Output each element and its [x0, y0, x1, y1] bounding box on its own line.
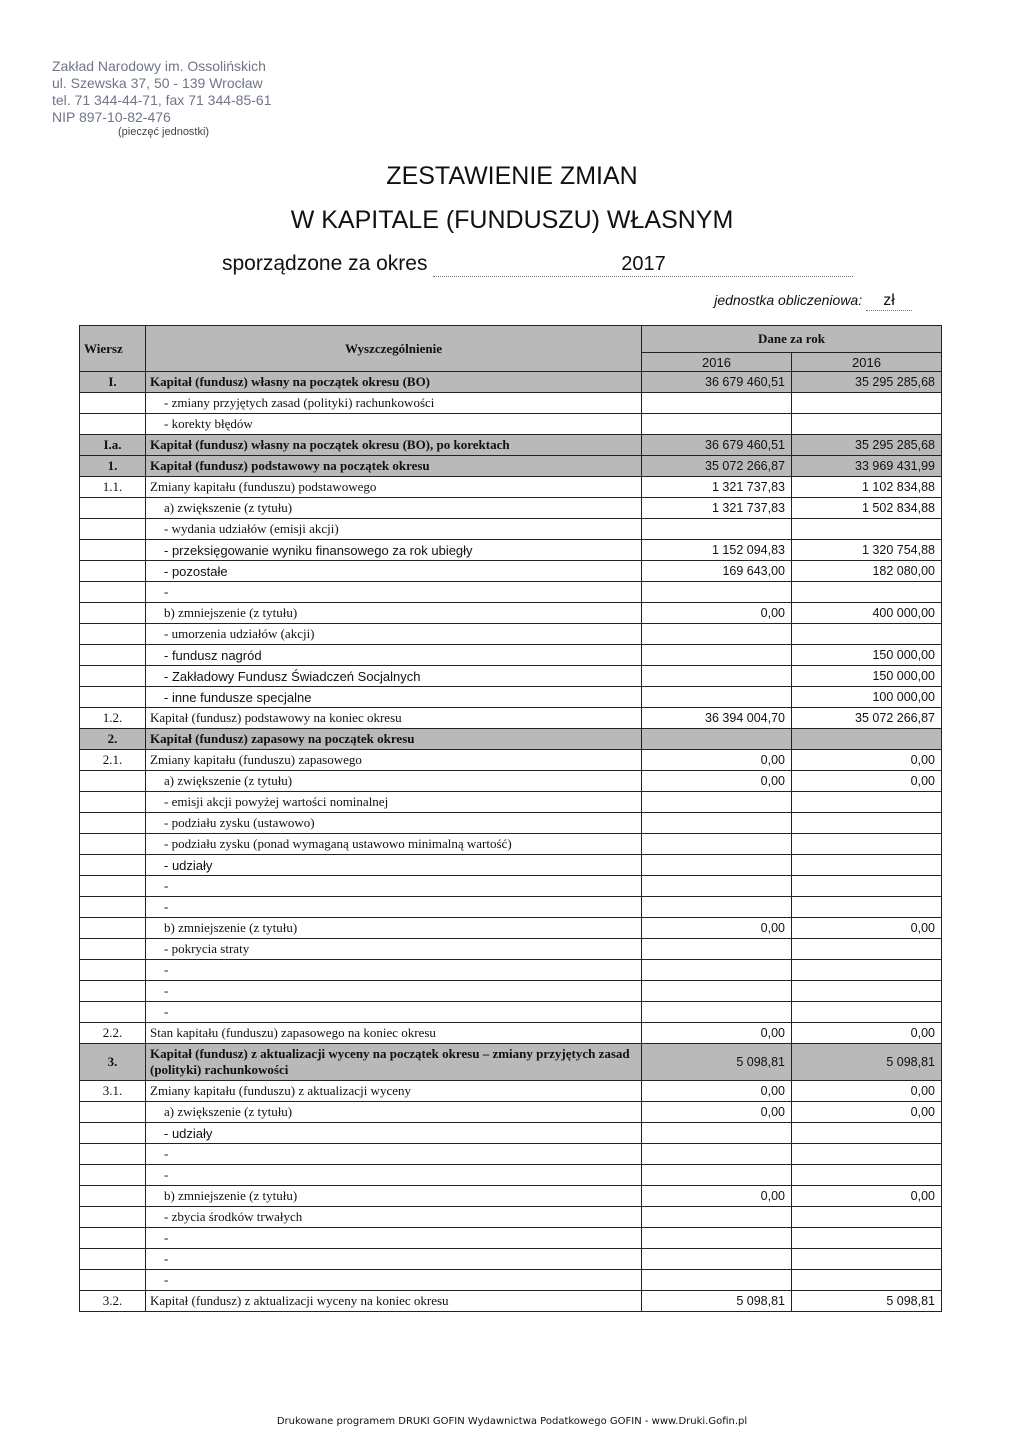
- row-value-year-1: [642, 582, 792, 603]
- row-value-year-2: 5 098,81: [792, 1291, 942, 1312]
- row-number: [80, 855, 146, 876]
- table-row: [80, 1144, 942, 1165]
- row-description: - umorzenia udziałów (akcji): [146, 624, 642, 645]
- row-description: - fundusz nagród: [146, 645, 642, 666]
- column-header-row-number: Wiersz: [80, 326, 146, 372]
- row-number: [80, 645, 146, 666]
- row-value-year-1: [642, 1249, 792, 1270]
- row-value-year-1: [642, 414, 792, 435]
- row-description: Kapitał (fundusz) z aktualizacji wyceny na początek okresu – zmiany przyjętych zasad (polityki) rachunkowości: [146, 1044, 642, 1081]
- row-number: [80, 582, 146, 603]
- row-number: [80, 561, 146, 582]
- table-row: [80, 939, 942, 960]
- row-number: [80, 792, 146, 813]
- table-row: [80, 708, 942, 729]
- row-description: - korekty błędów: [146, 414, 642, 435]
- row-description: - udziały: [146, 1123, 642, 1144]
- row-value-year-2: 182 080,00: [792, 561, 942, 582]
- row-description: -: [146, 981, 642, 1002]
- row-value-year-1: [642, 687, 792, 708]
- table-row: [80, 1123, 942, 1144]
- row-description: Kapitał (fundusz) zapasowy na początek okresu: [146, 729, 642, 750]
- row-description: - inne fundusze specjalne: [146, 687, 642, 708]
- row-description: -: [146, 897, 642, 918]
- row-value-year-2: [792, 981, 942, 1002]
- print-footer: Drukowane programem DRUKI GOFIN Wydawnictwa Podatkowego GOFIN - www.Druki.Gofin.pl: [276, 1416, 748, 1427]
- row-value-year-2: [792, 813, 942, 834]
- table-row: [80, 582, 942, 603]
- row-value-year-1: 0,00: [642, 603, 792, 624]
- table-row: [80, 1002, 942, 1023]
- table-row: [80, 981, 942, 1002]
- row-value-year-1: 36 679 460,51: [642, 435, 792, 456]
- table-row: [80, 1165, 942, 1186]
- table-row: [80, 540, 942, 561]
- row-value-year-2: 1 320 754,88: [792, 540, 942, 561]
- row-value-year-2: 0,00: [792, 750, 942, 771]
- row-value-year-1: [642, 729, 792, 750]
- column-header-year-1: 2016: [642, 353, 792, 372]
- row-value-year-1: 35 072 266,87: [642, 456, 792, 477]
- row-number: 3.2.: [80, 1291, 146, 1312]
- row-number: [80, 393, 146, 414]
- row-description: Zmiany kapitału (funduszu) podstawowego: [146, 477, 642, 498]
- row-description: - podziału zysku (ustawowo): [146, 813, 642, 834]
- row-number: [80, 771, 146, 792]
- table-row: [80, 498, 942, 519]
- row-description: a) zwiększenie (z tytułu): [146, 498, 642, 519]
- row-value-year-2: [792, 897, 942, 918]
- row-value-year-2: [792, 393, 942, 414]
- row-value-year-2: 0,00: [792, 1186, 942, 1207]
- row-number: 1.2.: [80, 708, 146, 729]
- table-row: [80, 687, 942, 708]
- table-row: [80, 1228, 942, 1249]
- table-row: [80, 1207, 942, 1228]
- row-number: [80, 876, 146, 897]
- row-number: [80, 1249, 146, 1270]
- row-description: -: [146, 1144, 642, 1165]
- table-row: [80, 603, 942, 624]
- stamp-line: tel. 71 344-44-71, fax 71 344-85-61: [52, 92, 272, 108]
- row-value-year-1: 5 098,81: [642, 1044, 792, 1081]
- row-description: -: [146, 1249, 642, 1270]
- row-value-year-1: [642, 1002, 792, 1023]
- row-value-year-2: 0,00: [792, 1023, 942, 1044]
- row-value-year-1: [642, 939, 792, 960]
- row-description: - pokrycia straty: [146, 939, 642, 960]
- table-row: [80, 813, 942, 834]
- row-description: - emisji akcji powyżej wartości nominalnej: [146, 792, 642, 813]
- row-description: - zbycia środków trwałych: [146, 1207, 642, 1228]
- row-description: - udziały: [146, 855, 642, 876]
- row-description: Kapitał (fundusz) podstawowy na początek okresu: [146, 456, 642, 477]
- row-description: - podziału zysku (ponad wymaganą ustawowo minimalną wartość): [146, 834, 642, 855]
- row-value-year-1: [642, 666, 792, 687]
- row-number: [80, 1270, 146, 1291]
- row-description: -: [146, 1002, 642, 1023]
- table-row: [80, 918, 942, 939]
- row-value-year-2: 400 000,00: [792, 603, 942, 624]
- row-number: 1.: [80, 456, 146, 477]
- row-value-year-1: 0,00: [642, 750, 792, 771]
- row-value-year-1: [642, 1123, 792, 1144]
- unit-label: jednostka obliczeniowa:: [714, 292, 863, 308]
- row-value-year-1: [642, 981, 792, 1002]
- row-description: a) zwiększenie (z tytułu): [146, 771, 642, 792]
- row-value-year-2: 0,00: [792, 771, 942, 792]
- row-number: [80, 687, 146, 708]
- row-value-year-2: [792, 1270, 942, 1291]
- row-description: - pozostałe: [146, 561, 642, 582]
- row-value-year-2: [792, 1249, 942, 1270]
- row-description: - Zakładowy Fundusz Świadczeń Socjalnych: [146, 666, 642, 687]
- row-value-year-1: 169 643,00: [642, 561, 792, 582]
- table-row: [80, 855, 942, 876]
- table-row: [80, 561, 942, 582]
- row-number: [80, 960, 146, 981]
- table-row: [80, 729, 942, 750]
- table-row: [80, 519, 942, 540]
- row-value-year-2: 35 072 266,87: [792, 708, 942, 729]
- row-description: -: [146, 876, 642, 897]
- row-value-year-2: [792, 582, 942, 603]
- row-description: -: [146, 582, 642, 603]
- row-description: Zmiany kapitału (funduszu) z aktualizacji wyceny: [146, 1081, 642, 1102]
- row-number: [80, 1002, 146, 1023]
- row-value-year-2: [792, 729, 942, 750]
- row-number: [80, 1165, 146, 1186]
- row-number: [80, 1144, 146, 1165]
- row-value-year-2: 33 969 431,99: [792, 456, 942, 477]
- row-value-year-2: [792, 1144, 942, 1165]
- row-description: - wydania udziałów (emisji akcji): [146, 519, 642, 540]
- row-number: [80, 1123, 146, 1144]
- row-value-year-2: [792, 1002, 942, 1023]
- row-number: [80, 666, 146, 687]
- row-value-year-1: [642, 792, 792, 813]
- row-number: 3.1.: [80, 1081, 146, 1102]
- table-row: [80, 792, 942, 813]
- row-value-year-1: 1 152 094,83: [642, 540, 792, 561]
- row-number: [80, 981, 146, 1002]
- row-value-year-1: 0,00: [642, 771, 792, 792]
- row-number: [80, 1207, 146, 1228]
- row-value-year-1: [642, 960, 792, 981]
- row-value-year-2: 0,00: [792, 918, 942, 939]
- row-value-year-2: [792, 792, 942, 813]
- table-row: [80, 624, 942, 645]
- period-line: [222, 252, 853, 277]
- row-description: Stan kapitału (funduszu) zapasowego na koniec okresu: [146, 1023, 642, 1044]
- row-value-year-2: [792, 414, 942, 435]
- row-description: -: [146, 1270, 642, 1291]
- row-number: [80, 1186, 146, 1207]
- row-number: [80, 1102, 146, 1123]
- row-value-year-1: 1 321 737,83: [642, 498, 792, 519]
- row-number: 2.2.: [80, 1023, 146, 1044]
- row-number: [80, 939, 146, 960]
- table-row: [80, 1249, 942, 1270]
- table-row: [80, 1270, 942, 1291]
- row-number: 3.: [80, 1044, 146, 1081]
- row-value-year-2: 1 502 834,88: [792, 498, 942, 519]
- row-value-year-1: 5 098,81: [642, 1291, 792, 1312]
- row-description: a) zwiększenie (z tytułu): [146, 1102, 642, 1123]
- column-header-data: Dane za rok: [642, 326, 942, 353]
- stamp-line: ul. Szewska 37, 50 - 139 Wrocław: [52, 75, 263, 91]
- row-value-year-2: [792, 519, 942, 540]
- row-number: [80, 519, 146, 540]
- row-description: - przeksięgowanie wyniku finansowego za rok ubiegły: [146, 540, 642, 561]
- row-description: Kapitał (fundusz) własny na początek okresu (BO), po korektach: [146, 435, 642, 456]
- row-number: [80, 624, 146, 645]
- table-header-row: [80, 326, 942, 353]
- row-value-year-2: [792, 1165, 942, 1186]
- table-row: [80, 1081, 942, 1102]
- document-subtitle: W KAPITALE (FUNDUSZU) WŁASNYM: [290, 206, 734, 234]
- table-row: [80, 456, 942, 477]
- row-description: b) zmniejszenie (z tytułu): [146, 918, 642, 939]
- table-row: [80, 393, 942, 414]
- row-value-year-2: [792, 960, 942, 981]
- row-value-year-1: 0,00: [642, 1081, 792, 1102]
- row-value-year-1: [642, 519, 792, 540]
- row-description: -: [146, 1165, 642, 1186]
- table-row: [80, 1023, 942, 1044]
- row-value-year-2: 0,00: [792, 1102, 942, 1123]
- row-value-year-2: [792, 834, 942, 855]
- row-value-year-2: [792, 1228, 942, 1249]
- row-value-year-1: [642, 645, 792, 666]
- row-value-year-2: 150 000,00: [792, 666, 942, 687]
- period-label: sporządzone za okres: [222, 252, 428, 275]
- row-description: Kapitał (fundusz) własny na początek okresu (BO): [146, 372, 642, 393]
- row-value-year-1: [642, 834, 792, 855]
- row-value-year-2: [792, 939, 942, 960]
- row-value-year-1: [642, 855, 792, 876]
- document-title: ZESTAWIENIE ZMIAN: [386, 162, 638, 190]
- company-stamp: [52, 58, 292, 141]
- row-value-year-1: [642, 876, 792, 897]
- period-value: 2017: [433, 253, 853, 277]
- table-row: [80, 414, 942, 435]
- row-value-year-1: [642, 1165, 792, 1186]
- row-value-year-1: [642, 813, 792, 834]
- table-row: [80, 897, 942, 918]
- row-value-year-1: 0,00: [642, 1186, 792, 1207]
- table-row: [80, 1291, 942, 1312]
- row-value-year-2: [792, 1207, 942, 1228]
- row-description: - zmiany przyjętych zasad (polityki) rachunkowości: [146, 393, 642, 414]
- row-value-year-1: 0,00: [642, 1023, 792, 1044]
- row-value-year-2: [792, 624, 942, 645]
- row-value-year-2: 150 000,00: [792, 645, 942, 666]
- table-row: [80, 666, 942, 687]
- table-row: [80, 1044, 942, 1081]
- column-header-year-2: 2016: [792, 353, 942, 372]
- table-row: [80, 1102, 942, 1123]
- row-value-year-1: 36 679 460,51: [642, 372, 792, 393]
- row-value-year-2: 0,00: [792, 1081, 942, 1102]
- row-number: I.a.: [80, 435, 146, 456]
- table-row: [80, 1186, 942, 1207]
- row-number: [80, 540, 146, 561]
- row-number: [80, 813, 146, 834]
- row-value-year-1: [642, 1228, 792, 1249]
- table-row: [80, 477, 942, 498]
- table-row: [80, 645, 942, 666]
- row-value-year-1: [642, 1207, 792, 1228]
- unit-line: [714, 292, 912, 311]
- equity-changes-table: [79, 325, 942, 1312]
- row-value-year-1: [642, 1144, 792, 1165]
- row-value-year-1: [642, 897, 792, 918]
- row-value-year-1: 36 394 004,70: [642, 708, 792, 729]
- row-value-year-1: [642, 393, 792, 414]
- table-row: [80, 960, 942, 981]
- row-value-year-2: 1 102 834,88: [792, 477, 942, 498]
- row-value-year-1: 0,00: [642, 1102, 792, 1123]
- row-value-year-1: [642, 1270, 792, 1291]
- table-row: [80, 771, 942, 792]
- row-number: [80, 897, 146, 918]
- row-number: 2.: [80, 729, 146, 750]
- row-number: [80, 1228, 146, 1249]
- row-value-year-2: 35 295 285,68: [792, 372, 942, 393]
- row-value-year-2: [792, 1123, 942, 1144]
- row-number: [80, 918, 146, 939]
- row-description: -: [146, 1228, 642, 1249]
- row-number: [80, 834, 146, 855]
- stamp-line: NIP 897-10-82-476: [52, 109, 171, 125]
- row-value-year-1: 1 321 737,83: [642, 477, 792, 498]
- row-value-year-2: [792, 855, 942, 876]
- row-value-year-1: 0,00: [642, 918, 792, 939]
- row-description: Kapitał (fundusz) podstawowy na koniec okresu: [146, 708, 642, 729]
- row-value-year-2: 100 000,00: [792, 687, 942, 708]
- table-row: [80, 435, 942, 456]
- row-value-year-1: [642, 624, 792, 645]
- row-number: [80, 498, 146, 519]
- row-value-year-2: [792, 876, 942, 897]
- row-description: -: [146, 960, 642, 981]
- table-row: [80, 876, 942, 897]
- row-number: I.: [80, 372, 146, 393]
- row-number: 1.1.: [80, 477, 146, 498]
- row-description: Zmiany kapitału (funduszu) zapasowego: [146, 750, 642, 771]
- table-row: [80, 750, 942, 771]
- table-row: [80, 372, 942, 393]
- stamp-line: Zakład Narodowy im. Ossolińskich: [52, 58, 266, 74]
- row-description: b) zmniejszenie (z tytułu): [146, 603, 642, 624]
- row-number: [80, 414, 146, 435]
- table-row: [80, 834, 942, 855]
- row-number: [80, 603, 146, 624]
- row-value-year-2: 5 098,81: [792, 1044, 942, 1081]
- row-value-year-2: 35 295 285,68: [792, 435, 942, 456]
- column-header-description: Wyszczególnienie: [146, 326, 642, 372]
- row-description: b) zmniejszenie (z tytułu): [146, 1186, 642, 1207]
- row-description: Kapitał (fundusz) z aktualizacji wyceny na koniec okresu: [146, 1291, 642, 1312]
- stamp-label: (pieczęć jednostki): [118, 126, 210, 138]
- unit-value: zł: [866, 292, 912, 311]
- row-number: 2.1.: [80, 750, 146, 771]
